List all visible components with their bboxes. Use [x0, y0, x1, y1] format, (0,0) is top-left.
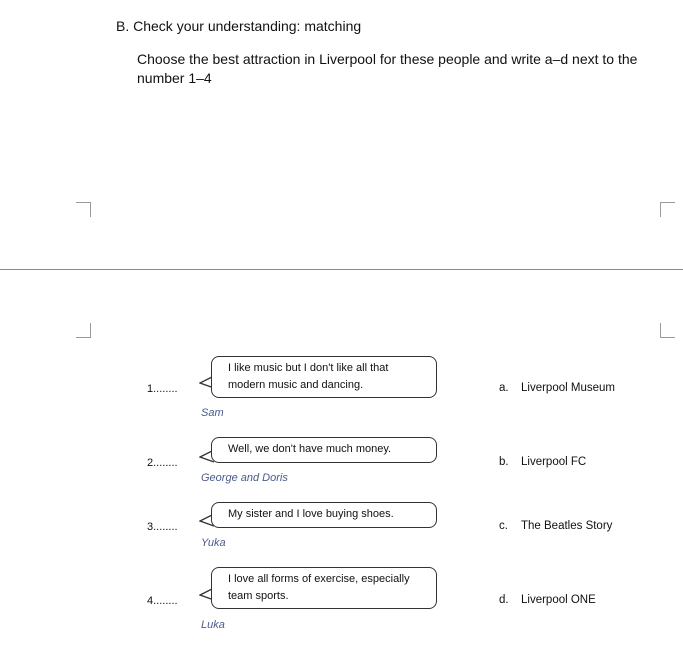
instruction-text: Choose the best attraction in Liverpool for these people and write a–d next to the number 1–4 — [137, 51, 638, 86]
option-item — [499, 594, 596, 606]
option-letter: a. — [499, 382, 509, 394]
item-number: 4........ — [147, 595, 178, 607]
item-number: 1........ — [147, 383, 178, 395]
option-item — [499, 520, 612, 532]
person-name: George and Doris — [201, 472, 288, 484]
option-text: The Beatles Story — [521, 520, 613, 532]
person-name: Sam — [201, 407, 224, 419]
option-item — [499, 382, 615, 394]
option-text: Liverpool FC — [521, 456, 587, 468]
option-text: Liverpool Museum — [521, 382, 615, 394]
speech-bubble: Well, we don't have much money. — [211, 437, 437, 463]
person-name: Yuka — [201, 537, 226, 549]
page-corner-mark — [76, 323, 91, 338]
option-item — [499, 456, 586, 468]
item-number: 3........ — [147, 521, 178, 533]
speech-bubble: My sister and I love buying shoes. — [211, 502, 437, 528]
option-letter: c. — [499, 520, 508, 532]
item-number: 2........ — [147, 457, 178, 469]
section-heading: B. Check your understanding: matching — [116, 18, 362, 34]
speech-bubble: I love all forms of exercise, especially team sports. — [211, 567, 437, 609]
page-corner-mark — [660, 323, 675, 338]
option-text: Liverpool ONE — [521, 594, 596, 606]
page-corner-mark — [660, 202, 675, 217]
option-letter: b. — [499, 456, 509, 468]
person-name: Luka — [201, 619, 225, 631]
speech-bubble: I like music but I don't like all that modern music and dancing. — [211, 356, 437, 398]
page-corner-mark — [76, 202, 91, 217]
page-break-line — [0, 269, 683, 270]
option-letter: d. — [499, 594, 509, 606]
